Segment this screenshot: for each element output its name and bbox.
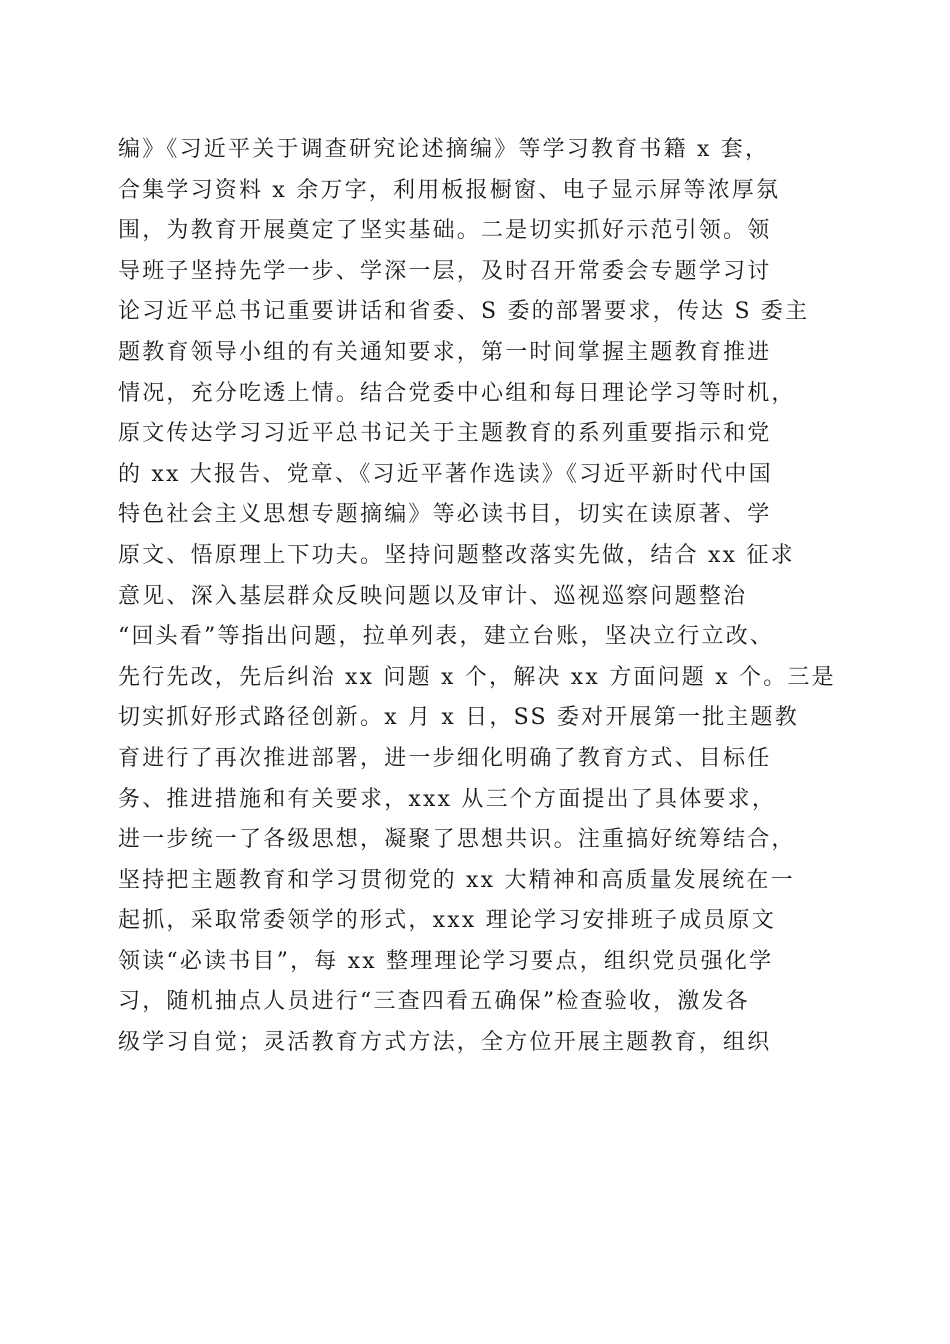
text-line: 习，随机抽点人员进行“三查四看五确保”检查验收，激发各 (118, 989, 750, 1015)
text-line: 切实抓好形式路径创新。x 月 x 日，SS 委对开展第一批主题教 (118, 705, 799, 731)
text-line: 导班子坚持先学一步、学深一层，及时召开常委会专题学习讨 (118, 258, 772, 284)
text-line: 合集学习资料 x 余万字，利用板报橱窗、电子显示屏等浓厚氛 (118, 177, 781, 203)
text-line: 原文传达学习习近平总书记关于主题教育的系列重要指示和党 (118, 421, 772, 447)
text-line: 编》《习近平关于调查研究论述摘编》等学习教育书籍 x 套， (118, 137, 770, 162)
text-line: 级学习自觉；灵活教育方式方法，全方位开展主题教育，组织 (118, 1030, 772, 1056)
text-line: 围，为教育开展奠定了坚实基础。二是切实抓好示范引领。领 (118, 218, 772, 244)
text-line: 意见、深入基层群众反映问题以及审计、巡视巡察问题整治 (118, 583, 748, 609)
text-line: 题教育领导小组的有关通知要求，第一时间掌握主题教育推进 (118, 339, 772, 365)
text-line: 原文、悟原理上下功夫。坚持问题整改落实先做，结合 xx 征求 (118, 542, 795, 568)
text-line: 特色社会主义思想专题摘编》等必读书目，切实在读原著、学 (118, 502, 772, 528)
text-line: 的 xx 大报告、党章、《习近平著作选读》《习近平新时代中国 (118, 461, 773, 487)
body-paragraph (118, 130, 838, 1064)
text-line: 起抓，采取常委领学的形式，xxx 理论学习安排班子成员原文 (118, 908, 777, 934)
text-line: 情况，充分吃透上情。结合党委中心组和每日理论学习等时机， (118, 380, 796, 406)
text-line: 论习近平总书记重要讲话和省委、S 委的部署要求，传达 S 委主 (118, 299, 810, 325)
text-line: 领读“必读书目”，每 xx 整理理论学习要点，组织党员强化学 (118, 948, 774, 974)
text-line: “回头看”等指出问题，拉单列表，建立台账，坚决立行立改、 (118, 624, 775, 650)
text-line: 坚持把主题教育和学习贯彻党的 xx 大精神和高质量发展统在一 (118, 867, 795, 893)
text-line: 育进行了再次推进部署，进一步细化明确了教育方式、目标任 (118, 745, 772, 771)
text-line: 务、推进措施和有关要求，xxx 从三个方面提出了具体要求， (118, 786, 777, 812)
text-line: 先行先改，先后纠治 xx 问题 x 个，解决 xx 方面问题 x 个。三是 (118, 664, 836, 690)
text-line: 进一步统一了各级思想，凝聚了思想共识。注重搞好统筹结合， (118, 827, 796, 853)
